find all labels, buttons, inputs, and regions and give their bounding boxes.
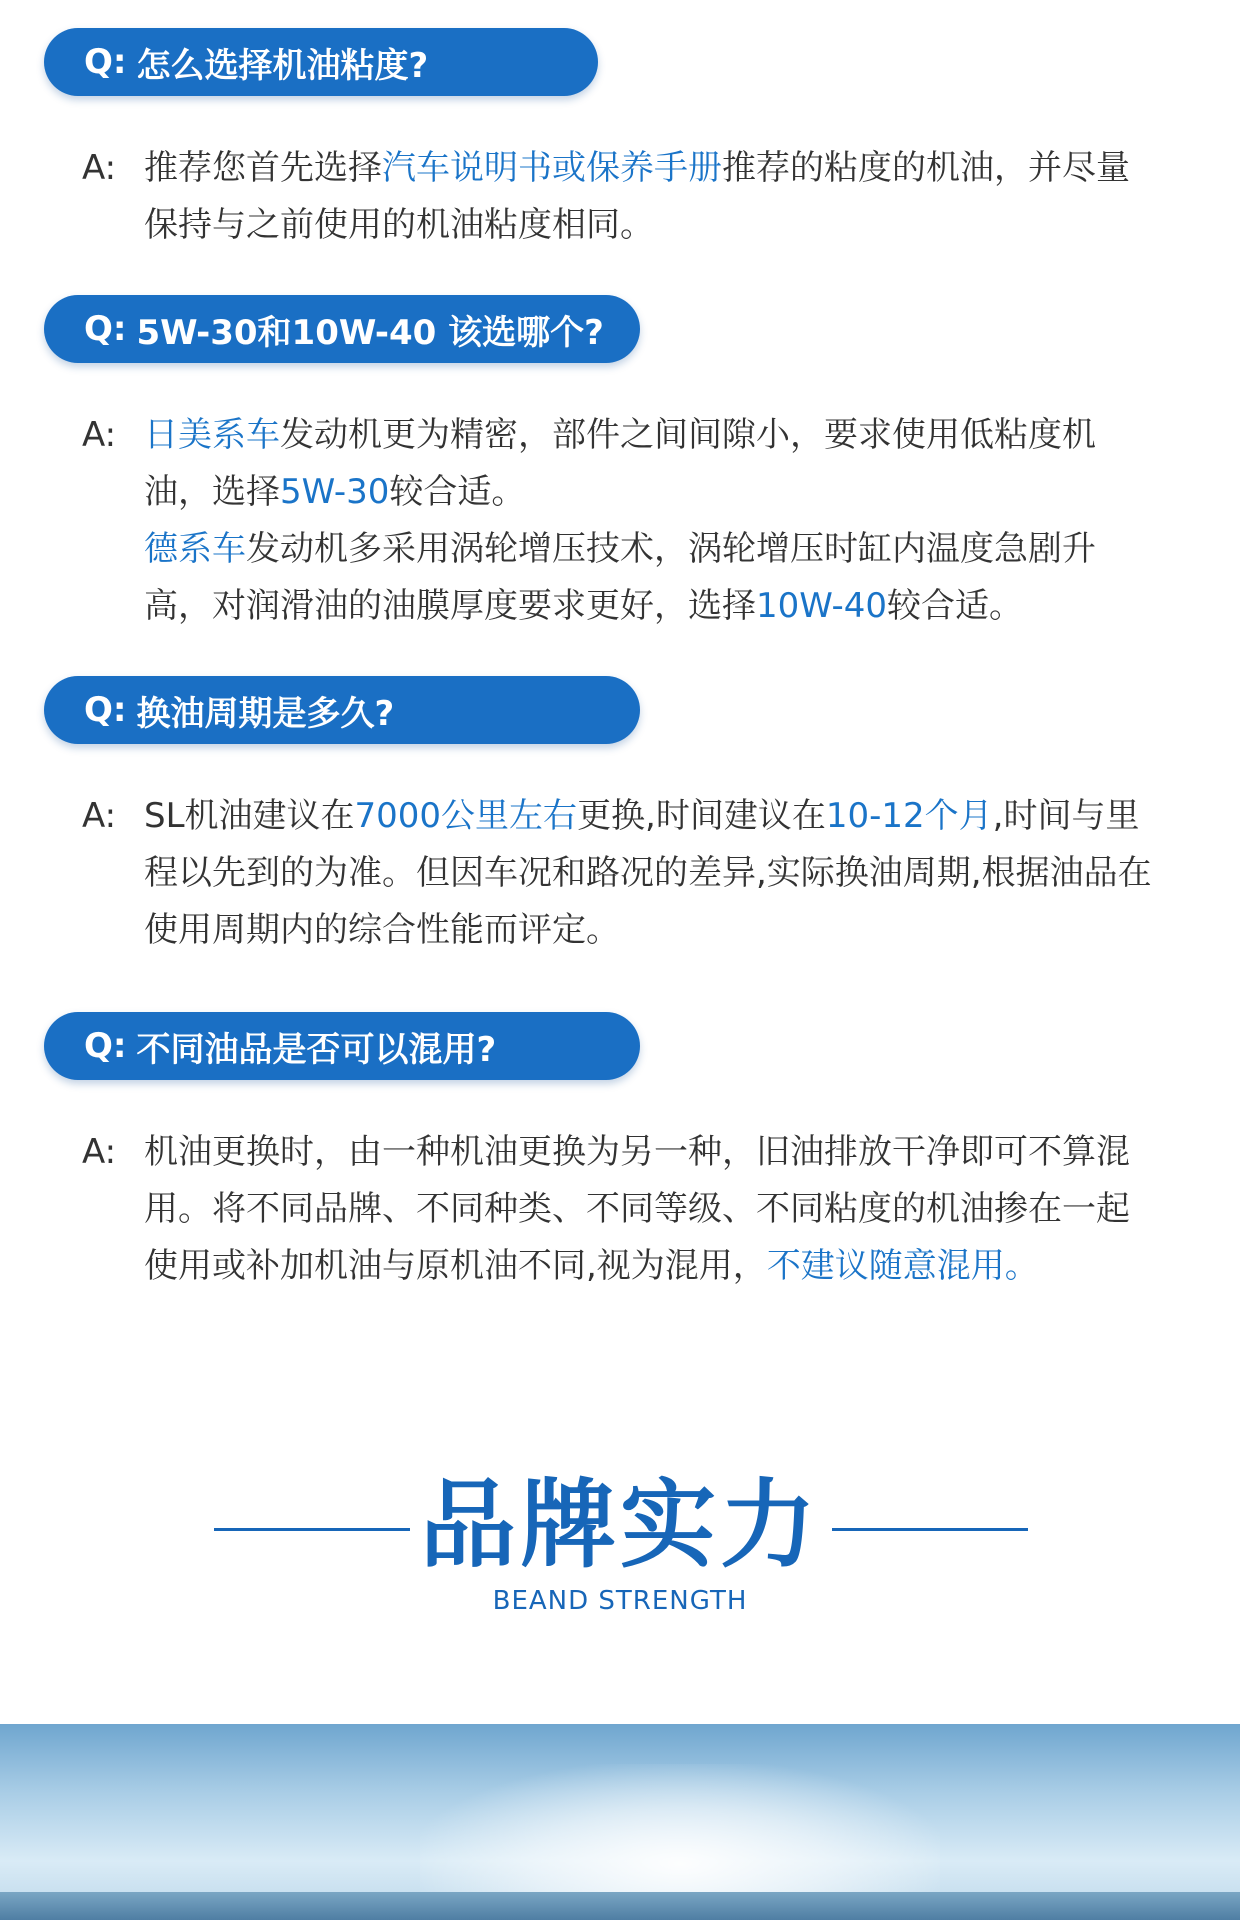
question-pill-4	[44, 1012, 640, 1080]
question-prefix: Q:	[84, 309, 127, 349]
answer-text: 推荐的粘度的机油，并尽量保持与之前使用的机油粘度相同。	[144, 148, 1130, 245]
answer-text: 发动机更为精密，部件之间间隙小，要求使用低粘度机油，选择	[144, 415, 1096, 512]
answer-text: 机油更换时，由一种机油更换为另一种，旧油排放干净即可不算混用。将不同品牌、不同种类、不同等级、不同粘度的机油掺在一起使用或补加机油与原机油不同,视为混用，	[144, 1132, 1130, 1286]
answer-highlight: 7000公里左右	[354, 796, 578, 836]
answer-text: ,时间与里程以先到的为准。但因车况和路况的差异,实际换油周期,根据油品在使用周期内的综合性能而评定。	[144, 796, 1152, 950]
brand-subtitle: BEAND STRENGTH	[492, 1586, 748, 1616]
answer-prefix: A:	[82, 1132, 117, 1172]
answer-highlight: 不建议随意混用。	[766, 1246, 1039, 1286]
answer-text: 推荐您首先选择	[144, 148, 382, 188]
question-text: 怎么选择机油粘度?	[136, 45, 429, 86]
answer-paragraph	[144, 788, 1162, 959]
question-pill-2	[44, 295, 640, 363]
answer-text: 更换,时间建议在	[577, 796, 826, 836]
answer-highlight: 5W-30	[280, 472, 390, 512]
brand-title: 品牌实力	[420, 1469, 820, 1581]
answer-highlight: 汽车说明书或保养手册	[382, 148, 722, 188]
answer-highlight: 10-12个月	[825, 796, 993, 836]
answer-block-3	[82, 788, 1162, 959]
question-text: 5W-30和10W-40 该选哪个?	[136, 312, 604, 353]
question-pill-3	[44, 676, 640, 744]
answer-highlight: 10W-40	[756, 586, 888, 626]
answer-paragraph	[144, 140, 1162, 254]
question-text: 换油周期是多久?	[136, 693, 395, 734]
answer-body	[144, 1124, 1162, 1295]
answer-block-4	[82, 1124, 1162, 1295]
answer-highlight: 德系车	[144, 529, 246, 569]
answer-text: SL机油建议在	[144, 796, 355, 836]
answer-paragraph	[144, 1124, 1162, 1295]
answer-block-2	[82, 407, 1162, 635]
sky-banner-image	[0, 1724, 1240, 1920]
question-text: 不同油品是否可以混用?	[136, 1029, 497, 1070]
question-pill-1	[44, 28, 598, 96]
question-prefix: Q:	[84, 1026, 127, 1066]
answer-body	[144, 140, 1162, 254]
answer-paragraph	[144, 407, 1162, 521]
answer-text: 较合适。	[389, 472, 526, 512]
answer-body	[144, 407, 1162, 635]
answer-prefix: A:	[82, 148, 117, 188]
answer-prefix: A:	[82, 415, 117, 455]
horizon-strip	[0, 1892, 1240, 1920]
answer-text: 较合适。	[887, 586, 1024, 626]
answer-highlight: 日美系车	[144, 415, 280, 455]
answer-block-1	[82, 140, 1162, 254]
question-prefix: Q:	[84, 42, 127, 82]
answer-paragraph	[144, 521, 1162, 635]
answer-body	[144, 788, 1162, 959]
answer-text: 发动机多采用涡轮增压技术，涡轮增压时缸内温度急剧升高，对润滑油的油膜厚度要求更好，选择	[144, 529, 1096, 626]
question-prefix: Q:	[84, 690, 127, 730]
answer-prefix: A:	[82, 796, 117, 836]
